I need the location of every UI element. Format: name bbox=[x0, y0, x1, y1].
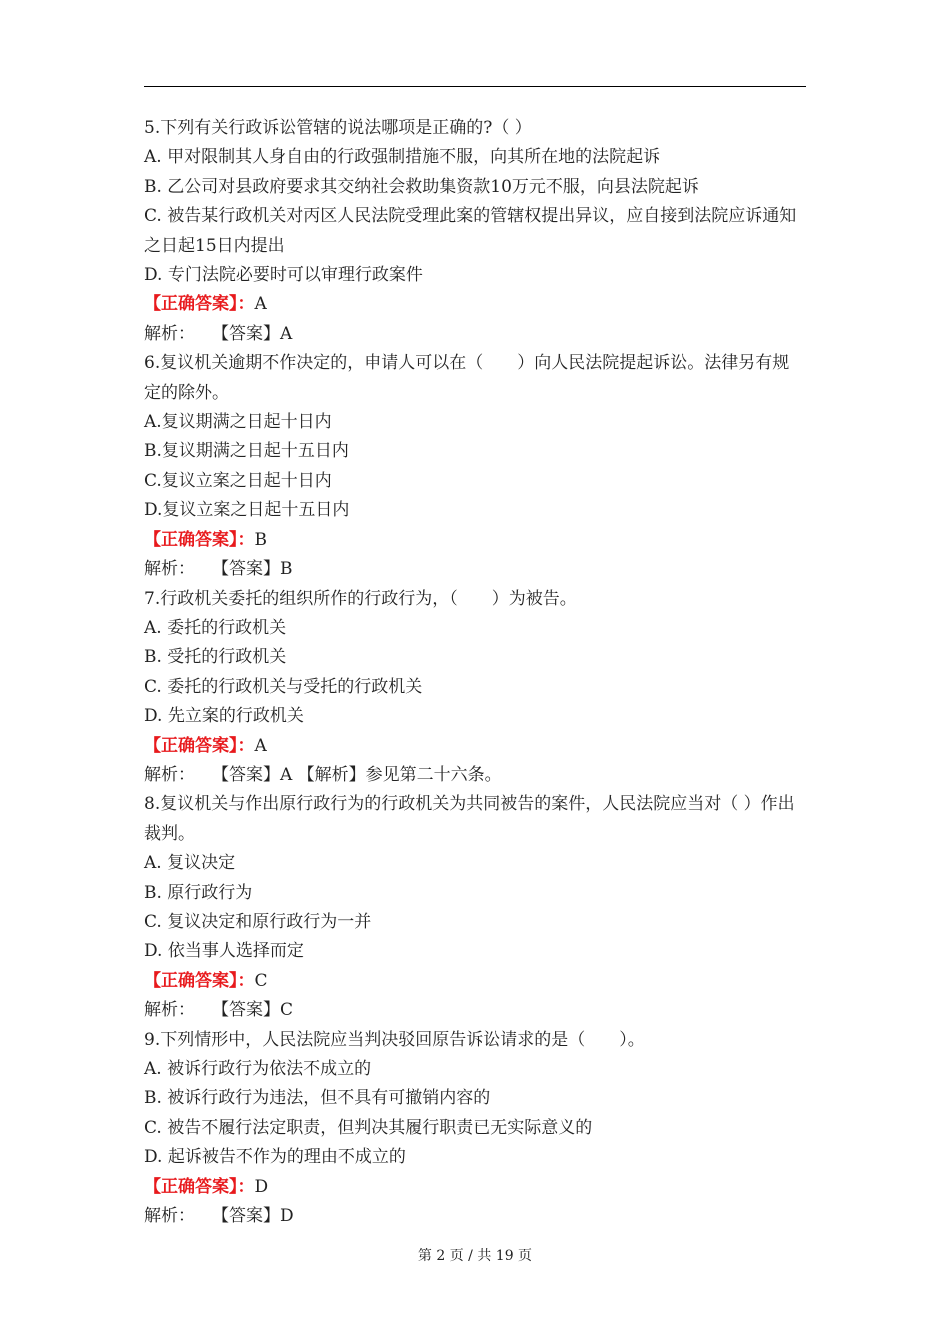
analysis: 解析： 【答案】A 【解析】参见第二十六条。 bbox=[144, 764, 502, 785]
option-a: A. 复议决定 bbox=[144, 853, 236, 874]
question-stem: 5.下列有关行政诉讼管辖的说法哪项是正确的?（ ） bbox=[144, 118, 532, 138]
analysis: 解析： 【答案】A bbox=[144, 323, 293, 344]
answer-label: 【正确答案】： bbox=[144, 294, 255, 315]
option-c: C. 被告某行政机关对丙区人民法院受理此案的管辖权提出异议，应自接到法院应诉通知之日起15日内提出 bbox=[144, 206, 797, 256]
question-5 bbox=[144, 114, 806, 349]
answer-label: 【正确答案】： bbox=[144, 735, 255, 756]
option-a: A.复议期满之日起十日内 bbox=[144, 412, 332, 433]
correct-answer bbox=[144, 967, 806, 996]
answer-label: 【正确答案】： bbox=[144, 1176, 255, 1197]
page-footer: 第 2 页 / 共 19 页 bbox=[417, 1248, 533, 1264]
answer-value: D bbox=[254, 1176, 269, 1197]
question-stem: 7.行政机关委托的组织所作的行政行为，（ ）为被告。 bbox=[144, 588, 577, 609]
correct-answer bbox=[144, 732, 806, 761]
question-stem: 6.复议机关逾期不作决定的，申请人可以在（ ）向人民法院提起诉讼。法律另有规定的除外。 bbox=[144, 353, 790, 403]
question-stem: 8.复议机关与作出原行政行为的行政机关为共同被告的案件，人民法院应当对（ ）作出裁判。 bbox=[144, 794, 795, 844]
option-c: C. 被告不履行法定职责，但判决其履行职责已无实际意义的 bbox=[144, 1117, 593, 1138]
answer-value: A bbox=[254, 294, 267, 315]
question-6 bbox=[144, 349, 806, 584]
answer-value: C bbox=[254, 970, 268, 991]
question-stem: 9.下列情形中，人民法院应当判决驳回原告诉讼请求的是（ ）。 bbox=[144, 1029, 645, 1050]
option-c: C.复议立案之日起十日内 bbox=[144, 470, 332, 491]
answer-label: 【正确答案】： bbox=[144, 970, 255, 991]
option-a: A. 被诉行政行为依法不成立的 bbox=[144, 1059, 372, 1079]
question-8 bbox=[144, 790, 806, 1025]
analysis: 解析： 【答案】D bbox=[144, 1206, 294, 1227]
option-d: D. 依当事人选择而定 bbox=[144, 941, 304, 962]
option-c: C. 复议决定和原行政行为一并 bbox=[144, 911, 372, 932]
correct-answer bbox=[144, 1173, 806, 1202]
analysis: 解析： 【答案】B bbox=[144, 559, 293, 580]
correct-answer bbox=[144, 526, 806, 555]
header-rule bbox=[144, 86, 806, 87]
option-b: B. 乙公司对县政府要求其交纳社会救助集资款10万元不服，向县法院起诉 bbox=[144, 176, 699, 197]
correct-answer bbox=[144, 290, 806, 319]
analysis: 解析： 【答案】C bbox=[144, 1000, 294, 1021]
option-a: A. 委托的行政机关 bbox=[144, 617, 287, 638]
option-d: D. 先立案的行政机关 bbox=[144, 706, 304, 727]
option-a: A. 甲对限制其人身自由的行政强制措施不服，向其所在地的法院起诉 bbox=[144, 147, 661, 168]
answer-value: A bbox=[254, 735, 267, 756]
option-b: B.复议期满之日起十五日内 bbox=[144, 441, 349, 462]
option-d: D. 起诉被告不作为的理由不成立的 bbox=[144, 1147, 406, 1168]
option-d: D. 专门法院必要时可以审理行政案件 bbox=[144, 265, 423, 286]
question-7 bbox=[144, 585, 806, 791]
option-b: B. 原行政行为 bbox=[144, 882, 253, 903]
question-9 bbox=[144, 1026, 806, 1232]
option-b: B. 受托的行政机关 bbox=[144, 647, 287, 668]
answer-label: 【正确答案】： bbox=[144, 529, 255, 550]
option-b: B. 被诉行政行为违法，但不具有可撤销内容的 bbox=[144, 1088, 491, 1109]
option-d: D.复议立案之日起十五日内 bbox=[144, 500, 350, 521]
question-list bbox=[144, 114, 806, 1231]
answer-value: B bbox=[254, 529, 267, 550]
option-c: C. 委托的行政机关与受托的行政机关 bbox=[144, 676, 423, 697]
